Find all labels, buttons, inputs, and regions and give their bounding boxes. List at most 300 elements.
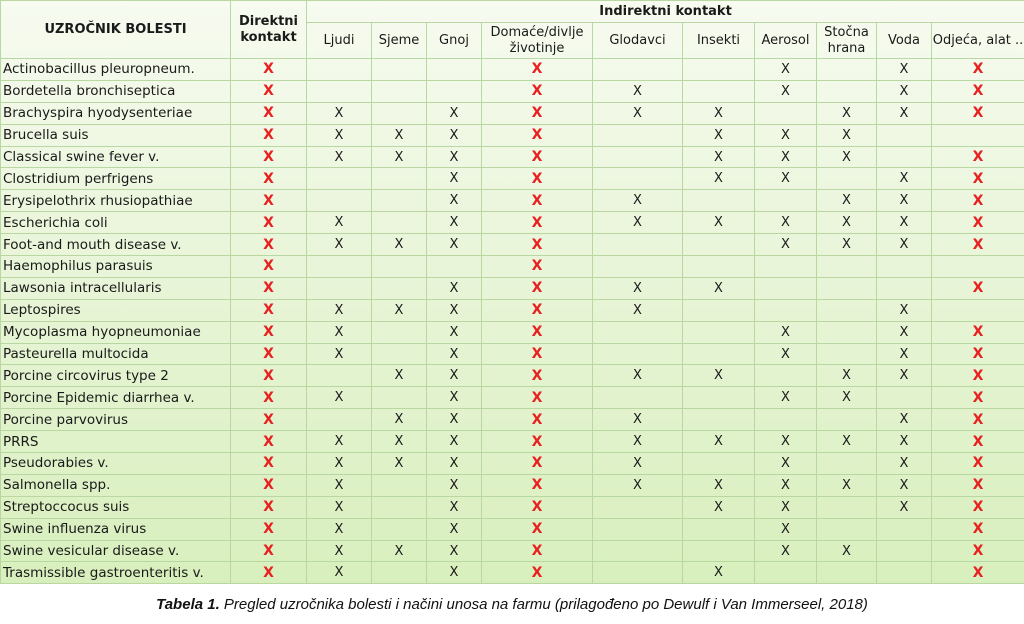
red-mark-cell: X [482, 474, 593, 496]
empty-cell [372, 518, 427, 540]
red-mark-cell: X [932, 365, 1024, 387]
black-mark-cell: X [307, 212, 372, 234]
black-mark-cell: X [593, 431, 683, 453]
black-mark-cell: X [877, 365, 932, 387]
black-mark-cell: X [372, 409, 427, 431]
disease-name: Pseudorabies v. [1, 453, 231, 475]
table-row [1, 343, 1024, 365]
red-mark-cell: X [231, 212, 307, 234]
table-row [1, 409, 1024, 431]
empty-cell [817, 256, 877, 278]
empty-cell [817, 168, 877, 190]
red-mark-cell: X [482, 212, 593, 234]
header-column: Sjeme [372, 23, 427, 59]
black-mark-cell: X [593, 80, 683, 102]
empty-cell [817, 59, 877, 81]
red-mark-cell: X [482, 540, 593, 562]
disease-name: Streptoccocus suis [1, 496, 231, 518]
empty-cell [877, 277, 932, 299]
red-mark-cell: X [482, 321, 593, 343]
empty-cell [307, 409, 372, 431]
black-mark-cell: X [877, 409, 932, 431]
red-mark-cell: X [482, 80, 593, 102]
empty-cell [817, 343, 877, 365]
red-mark-cell: X [932, 212, 1024, 234]
red-mark-cell: X [231, 299, 307, 321]
red-mark-cell: X [932, 190, 1024, 212]
disease-name: Bordetella bronchiseptica [1, 80, 231, 102]
black-mark-cell: X [683, 365, 755, 387]
black-mark-cell: X [683, 562, 755, 584]
empty-cell [932, 299, 1024, 321]
table-row [1, 190, 1024, 212]
empty-cell [372, 102, 427, 124]
caption-text: Pregled uzročnika bolesti i načini unosa na farmu (prilagođeno po Dewulf i Van Immerseel, 2018) [219, 596, 868, 613]
disease-name: Porcine circovirus type 2 [1, 365, 231, 387]
empty-cell [372, 168, 427, 190]
black-mark-cell: X [427, 474, 482, 496]
black-mark-cell: X [877, 190, 932, 212]
red-mark-cell: X [231, 540, 307, 562]
red-mark-cell: X [482, 496, 593, 518]
empty-cell [683, 59, 755, 81]
red-mark-cell: X [932, 474, 1024, 496]
table-row [1, 518, 1024, 540]
black-mark-cell: X [307, 343, 372, 365]
red-mark-cell: X [482, 190, 593, 212]
black-mark-cell: X [307, 540, 372, 562]
red-mark-cell: X [231, 190, 307, 212]
black-mark-cell: X [755, 453, 817, 475]
empty-cell [877, 518, 932, 540]
black-mark-cell: X [877, 453, 932, 475]
red-mark-cell: X [231, 59, 307, 81]
empty-cell [817, 453, 877, 475]
red-mark-cell: X [231, 124, 307, 146]
empty-cell [372, 562, 427, 584]
red-mark-cell: X [932, 453, 1024, 475]
black-mark-cell: X [372, 365, 427, 387]
empty-cell [307, 59, 372, 81]
empty-cell [755, 365, 817, 387]
black-mark-cell: X [307, 146, 372, 168]
black-mark-cell: X [593, 453, 683, 475]
empty-cell [372, 212, 427, 234]
table-row [1, 474, 1024, 496]
black-mark-cell: X [427, 146, 482, 168]
black-mark-cell: X [427, 124, 482, 146]
red-mark-cell: X [482, 387, 593, 409]
empty-cell [683, 453, 755, 475]
black-mark-cell: X [817, 474, 877, 496]
disease-name: Clostridium perfrigens [1, 168, 231, 190]
empty-cell [683, 343, 755, 365]
black-mark-cell: X [427, 234, 482, 256]
empty-cell [593, 146, 683, 168]
red-mark-cell: X [231, 80, 307, 102]
red-mark-cell: X [231, 409, 307, 431]
empty-cell [593, 256, 683, 278]
empty-cell [427, 256, 482, 278]
black-mark-cell: X [372, 234, 427, 256]
red-mark-cell: X [482, 343, 593, 365]
empty-cell [817, 409, 877, 431]
black-mark-cell: X [593, 299, 683, 321]
black-mark-cell: X [877, 80, 932, 102]
red-mark-cell: X [932, 387, 1024, 409]
black-mark-cell: X [372, 146, 427, 168]
black-mark-cell: X [683, 168, 755, 190]
empty-cell [683, 540, 755, 562]
header-cause: UZROČNIK BOLESTI [1, 1, 231, 59]
header-column: Gnoj [427, 23, 482, 59]
red-mark-cell: X [231, 234, 307, 256]
black-mark-cell: X [755, 474, 817, 496]
empty-cell [593, 343, 683, 365]
black-mark-cell: X [427, 277, 482, 299]
red-mark-cell: X [932, 277, 1024, 299]
table-row [1, 168, 1024, 190]
disease-name: Actinobacillus pleuropneum. [1, 59, 231, 81]
black-mark-cell: X [593, 190, 683, 212]
empty-cell [593, 387, 683, 409]
empty-cell [683, 321, 755, 343]
black-mark-cell: X [755, 168, 817, 190]
header-column: Glodavci [593, 23, 683, 59]
black-mark-cell: X [817, 190, 877, 212]
black-mark-cell: X [817, 146, 877, 168]
red-mark-cell: X [231, 168, 307, 190]
table-row [1, 453, 1024, 475]
black-mark-cell: X [307, 299, 372, 321]
disease-name: Swine vesicular disease v. [1, 540, 231, 562]
black-mark-cell: X [427, 343, 482, 365]
black-mark-cell: X [817, 365, 877, 387]
empty-cell [755, 190, 817, 212]
red-mark-cell: X [231, 277, 307, 299]
table-row [1, 256, 1024, 278]
black-mark-cell: X [877, 321, 932, 343]
table-row [1, 387, 1024, 409]
table-row [1, 540, 1024, 562]
black-mark-cell: X [755, 518, 817, 540]
empty-cell [372, 277, 427, 299]
disease-name: Erysipelothrix rhusiopathiae [1, 190, 231, 212]
black-mark-cell: X [817, 387, 877, 409]
red-mark-cell: X [231, 321, 307, 343]
empty-cell [593, 496, 683, 518]
black-mark-cell: X [683, 431, 755, 453]
empty-cell [877, 562, 932, 584]
empty-cell [877, 540, 932, 562]
red-mark-cell: X [482, 518, 593, 540]
empty-cell [817, 277, 877, 299]
black-mark-cell: X [683, 212, 755, 234]
black-mark-cell: X [877, 431, 932, 453]
header-column: Domaće/divlje životinje [482, 23, 593, 59]
disease-name: Foot-and mouth disease v. [1, 234, 231, 256]
empty-cell [932, 256, 1024, 278]
table-row [1, 277, 1024, 299]
black-mark-cell: X [877, 343, 932, 365]
black-mark-cell: X [307, 431, 372, 453]
table-row [1, 562, 1024, 584]
disease-name: Swine influenza virus [1, 518, 231, 540]
empty-cell [817, 80, 877, 102]
black-mark-cell: X [593, 409, 683, 431]
disease-name: Leptospires [1, 299, 231, 321]
empty-cell [593, 540, 683, 562]
empty-cell [372, 190, 427, 212]
red-mark-cell: X [482, 124, 593, 146]
red-mark-cell: X [932, 343, 1024, 365]
empty-cell [372, 80, 427, 102]
empty-cell [755, 256, 817, 278]
empty-cell [372, 321, 427, 343]
empty-cell [593, 518, 683, 540]
empty-cell [372, 387, 427, 409]
black-mark-cell: X [427, 168, 482, 190]
red-mark-cell: X [932, 146, 1024, 168]
black-mark-cell: X [755, 343, 817, 365]
black-mark-cell: X [427, 102, 482, 124]
disease-name: Classical swine fever v. [1, 146, 231, 168]
empty-cell [307, 80, 372, 102]
black-mark-cell: X [372, 299, 427, 321]
black-mark-cell: X [593, 365, 683, 387]
empty-cell [755, 102, 817, 124]
black-mark-cell: X [427, 431, 482, 453]
red-mark-cell: X [482, 299, 593, 321]
empty-cell [877, 256, 932, 278]
black-mark-cell: X [877, 102, 932, 124]
empty-cell [593, 168, 683, 190]
table-row [1, 146, 1024, 168]
red-mark-cell: X [932, 59, 1024, 81]
header-column: Voda [877, 23, 932, 59]
black-mark-cell: X [683, 124, 755, 146]
table-caption [0, 596, 1024, 613]
black-mark-cell: X [427, 321, 482, 343]
red-mark-cell: X [231, 365, 307, 387]
black-mark-cell: X [427, 387, 482, 409]
empty-cell [593, 124, 683, 146]
table-row [1, 234, 1024, 256]
header-indirect-contact: Indirektni kontakt [307, 1, 1024, 23]
header-column: Stočna hrana [817, 23, 877, 59]
empty-cell [817, 496, 877, 518]
empty-cell [427, 80, 482, 102]
black-mark-cell: X [427, 496, 482, 518]
red-mark-cell: X [932, 234, 1024, 256]
table-row [1, 365, 1024, 387]
table-row [1, 124, 1024, 146]
red-mark-cell: X [231, 474, 307, 496]
black-mark-cell: X [755, 496, 817, 518]
red-mark-cell: X [231, 146, 307, 168]
black-mark-cell: X [683, 496, 755, 518]
empty-cell [877, 124, 932, 146]
black-mark-cell: X [755, 321, 817, 343]
red-mark-cell: X [482, 146, 593, 168]
disease-name: Pasteurella multocida [1, 343, 231, 365]
black-mark-cell: X [683, 277, 755, 299]
black-mark-cell: X [877, 212, 932, 234]
red-mark-cell: X [482, 102, 593, 124]
empty-cell [683, 387, 755, 409]
black-mark-cell: X [307, 496, 372, 518]
black-mark-cell: X [427, 299, 482, 321]
black-mark-cell: X [372, 540, 427, 562]
empty-cell [755, 299, 817, 321]
black-mark-cell: X [307, 321, 372, 343]
red-mark-cell: X [231, 343, 307, 365]
black-mark-cell: X [755, 234, 817, 256]
red-mark-cell: X [932, 496, 1024, 518]
disease-name: Porcine Epidemic diarrhea v. [1, 387, 231, 409]
black-mark-cell: X [307, 102, 372, 124]
black-mark-cell: X [877, 474, 932, 496]
black-mark-cell: X [755, 146, 817, 168]
disease-name: Trasmissible gastroenteritis v. [1, 562, 231, 584]
black-mark-cell: X [427, 212, 482, 234]
empty-cell [683, 256, 755, 278]
disease-name: Salmonella spp. [1, 474, 231, 496]
black-mark-cell: X [877, 59, 932, 81]
disease-name: Mycoplasma hyopneumoniae [1, 321, 231, 343]
black-mark-cell: X [755, 540, 817, 562]
red-mark-cell: X [231, 496, 307, 518]
empty-cell [593, 321, 683, 343]
red-mark-cell: X [482, 409, 593, 431]
empty-cell [683, 234, 755, 256]
black-mark-cell: X [307, 518, 372, 540]
empty-cell [755, 562, 817, 584]
caption-label: Tabela 1. [156, 596, 220, 613]
red-mark-cell: X [231, 518, 307, 540]
red-mark-cell: X [482, 431, 593, 453]
black-mark-cell: X [427, 190, 482, 212]
red-mark-cell: X [932, 102, 1024, 124]
header-column: Odjeća, alat .. [932, 23, 1024, 59]
black-mark-cell: X [877, 299, 932, 321]
red-mark-cell: X [932, 321, 1024, 343]
black-mark-cell: X [427, 453, 482, 475]
red-mark-cell: X [231, 256, 307, 278]
black-mark-cell: X [683, 146, 755, 168]
black-mark-cell: X [593, 277, 683, 299]
disease-name: Brucella suis [1, 124, 231, 146]
black-mark-cell: X [372, 124, 427, 146]
black-mark-cell: X [877, 496, 932, 518]
red-mark-cell: X [932, 409, 1024, 431]
disease-name: Haemophilus parasuis [1, 256, 231, 278]
black-mark-cell: X [593, 212, 683, 234]
red-mark-cell: X [932, 518, 1024, 540]
empty-cell [683, 80, 755, 102]
black-mark-cell: X [307, 474, 372, 496]
black-mark-cell: X [817, 234, 877, 256]
red-mark-cell: X [932, 80, 1024, 102]
black-mark-cell: X [877, 168, 932, 190]
empty-cell [593, 234, 683, 256]
black-mark-cell: X [755, 387, 817, 409]
black-mark-cell: X [817, 540, 877, 562]
empty-cell [307, 256, 372, 278]
empty-cell [427, 59, 482, 81]
red-mark-cell: X [231, 387, 307, 409]
empty-cell [755, 409, 817, 431]
red-mark-cell: X [482, 365, 593, 387]
black-mark-cell: X [307, 562, 372, 584]
empty-cell [683, 299, 755, 321]
empty-cell [372, 343, 427, 365]
black-mark-cell: X [877, 234, 932, 256]
empty-cell [307, 168, 372, 190]
empty-cell [817, 518, 877, 540]
table-row [1, 212, 1024, 234]
disease-name: PRRS [1, 431, 231, 453]
red-mark-cell: X [231, 102, 307, 124]
black-mark-cell: X [427, 562, 482, 584]
empty-cell [683, 190, 755, 212]
red-mark-cell: X [482, 234, 593, 256]
header-column: Insekti [683, 23, 755, 59]
black-mark-cell: X [817, 431, 877, 453]
table-row [1, 299, 1024, 321]
black-mark-cell: X [683, 474, 755, 496]
table-row [1, 321, 1024, 343]
header-column: Ljudi [307, 23, 372, 59]
red-mark-cell: X [482, 453, 593, 475]
empty-cell [372, 256, 427, 278]
red-mark-cell: X [231, 431, 307, 453]
black-mark-cell: X [427, 365, 482, 387]
disease-name: Lawsonia intracellularis [1, 277, 231, 299]
header-direct-contact: Direktni kontakt [231, 1, 307, 59]
black-mark-cell: X [683, 102, 755, 124]
red-mark-cell: X [932, 431, 1024, 453]
black-mark-cell: X [755, 59, 817, 81]
empty-cell [817, 562, 877, 584]
black-mark-cell: X [307, 124, 372, 146]
red-mark-cell: X [482, 562, 593, 584]
empty-cell [932, 124, 1024, 146]
black-mark-cell: X [427, 409, 482, 431]
disease-name: Porcine parvovirus [1, 409, 231, 431]
table-row [1, 102, 1024, 124]
empty-cell [372, 59, 427, 81]
black-mark-cell: X [817, 212, 877, 234]
empty-cell [593, 562, 683, 584]
empty-cell [307, 190, 372, 212]
black-mark-cell: X [817, 124, 877, 146]
black-mark-cell: X [307, 453, 372, 475]
disease-name: Escherichia coli [1, 212, 231, 234]
red-mark-cell: X [932, 540, 1024, 562]
table-row [1, 59, 1024, 81]
table-row [1, 431, 1024, 453]
black-mark-cell: X [755, 80, 817, 102]
red-mark-cell: X [482, 277, 593, 299]
empty-cell [372, 496, 427, 518]
empty-cell [307, 277, 372, 299]
black-mark-cell: X [427, 518, 482, 540]
empty-cell [307, 365, 372, 387]
table-row [1, 80, 1024, 102]
red-mark-cell: X [231, 562, 307, 584]
black-mark-cell: X [755, 431, 817, 453]
